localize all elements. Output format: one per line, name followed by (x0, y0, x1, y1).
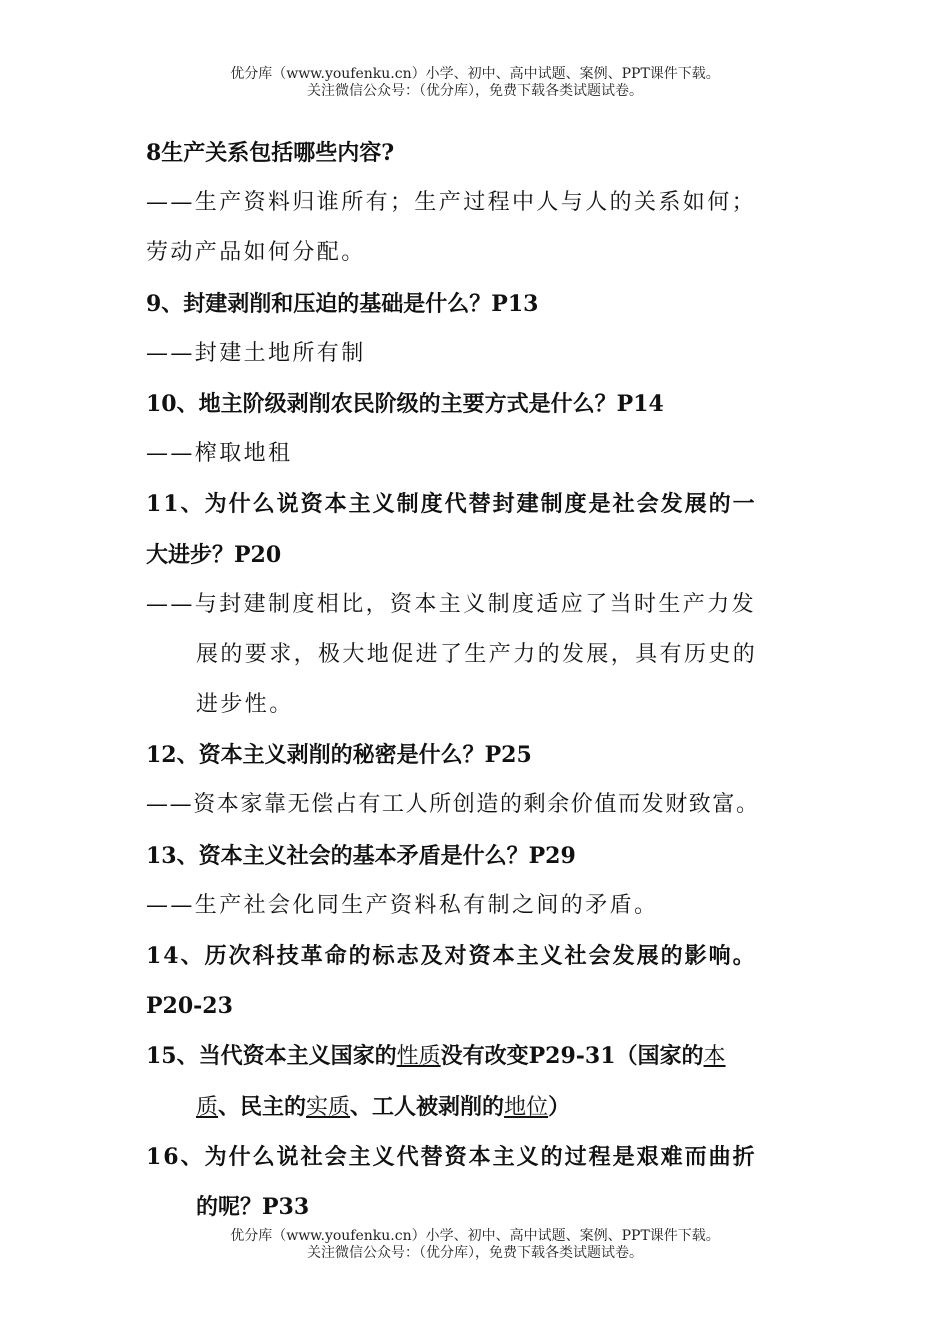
footer-line-1: 优分库（www.youfenku.cn）小学、初中、高中试题、案例、PPT课件下载。 (230, 1228, 720, 1244)
question-15-text-b: 没有改变P29-31（国家的 (440, 1043, 704, 1070)
answer-11-line-3: 进步性。 (196, 692, 294, 718)
question-15-text-a: 15、当代资本主义国家的 (146, 1043, 397, 1070)
underline-zhi: 质 (196, 1094, 219, 1120)
underline-shizhi: 实质 (306, 1094, 351, 1120)
question-15-text-c: 、民主的 (218, 1093, 307, 1120)
question-11-line-1: 11、为什么说资本主义制度代替封建制度是社会发展的一 (146, 491, 757, 518)
underline-diwei: 地位 (504, 1094, 549, 1120)
answer-13: ——生产社会化同生产资料私有制之间的矛盾。 (146, 892, 659, 918)
question-11-line-2: 大进步？P20 (146, 541, 282, 568)
question-15-text-d: 、工人被剥削的 (350, 1093, 505, 1120)
underline-xingzhi: 性质 (396, 1044, 441, 1070)
question-14-line-1: 14、历次科技革命的标志及对资本主义社会发展的影响。 (146, 943, 757, 969)
document-body (146, 128, 826, 1232)
underline-ben: 本 (703, 1044, 726, 1070)
question-9: 9、封建剥削和压迫的基础是什么？P13 (146, 290, 539, 317)
header-line-2: 关注微信公众号：（优分库），免费下载各类试题试卷。 (307, 83, 643, 99)
footer-line-2: 关注微信公众号：（优分库），免费下载各类试题试卷。 (307, 1245, 643, 1261)
question-15-line-2 (146, 1082, 826, 1132)
question-10: 10、地主阶级剥削农民阶级的主要方式是什么？P14 (146, 390, 664, 417)
question-13: 13、资本主义社会的基本矛盾是什么？P29 (146, 842, 576, 869)
answer-11-line-2: 展的要求，极大地促进了生产力的发展，具有历史的 (196, 641, 758, 667)
answer-12: ——资本家靠无偿占有工人所创造的剩余价值而发财致富。 (146, 792, 760, 818)
question-8: 8生产关系包括哪些内容? (146, 140, 395, 166)
question-16-line-2: 的呢？P33 (196, 1193, 310, 1220)
question-14-line-2: P20-23 (146, 993, 233, 1020)
header-line-1: 优分库（www.youfenku.cn）小学、初中、高中试题、案例、PPT课件下载。 (230, 66, 720, 82)
answer-8-line-1: ——生产资料归谁所有；生产过程中人与人的关系如何； (146, 190, 757, 216)
question-15-text-e: ） (548, 1093, 571, 1120)
footer-watermark (0, 1228, 950, 1262)
answer-11-line-1: ——与封建制度相比，资本主义制度适应了当时生产力发 (146, 591, 757, 617)
question-15-line-1 (146, 1031, 826, 1081)
question-16-line-1: 16、为什么说社会主义代替资本主义的过程是艰难而曲折 (146, 1143, 757, 1170)
answer-8-line-2: 劳动产品如何分配。 (146, 240, 366, 266)
answer-10: ——榨取地租 (146, 441, 293, 467)
question-12: 12、资本主义剥削的秘密是什么？P25 (146, 742, 532, 769)
answer-9: ——封建土地所有制 (146, 340, 366, 366)
header-watermark (0, 66, 950, 100)
